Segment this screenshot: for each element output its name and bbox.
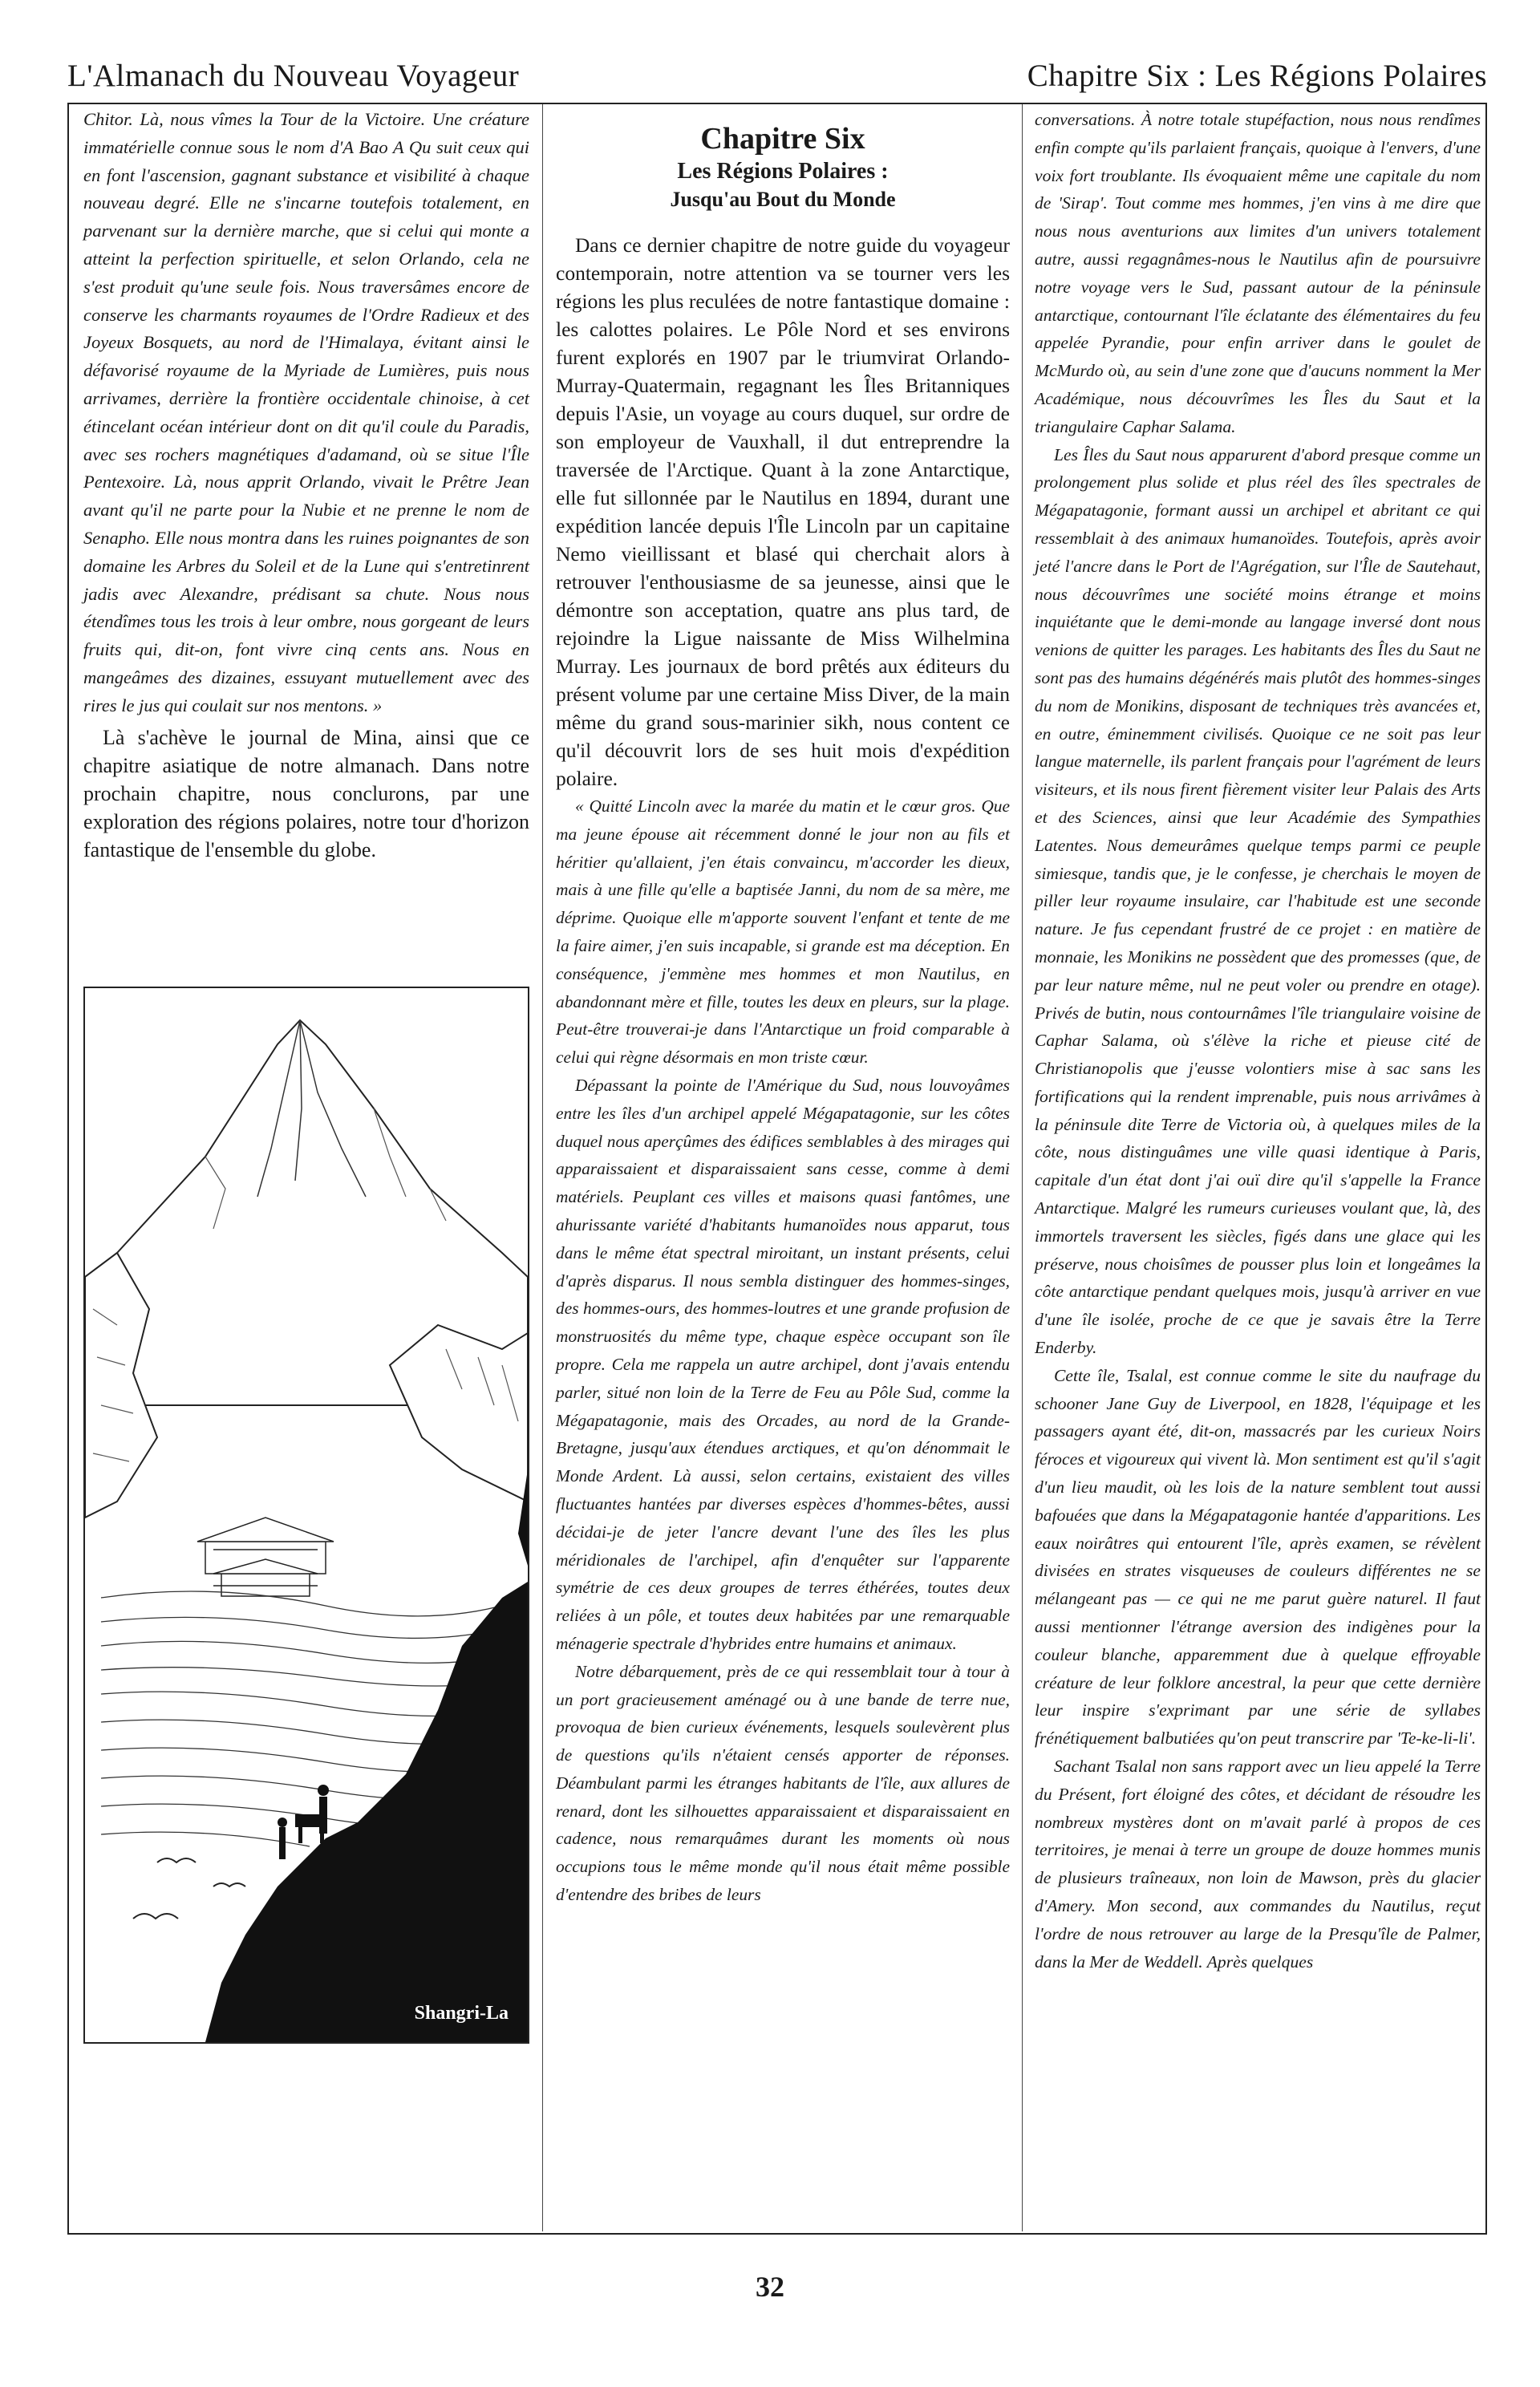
column-middle: [556, 120, 1010, 1909]
journal-paragraph: Dépassant la pointe de l'Amérique du Sud, nous louvoyâmes entre les îles d'un archipel appelé Mégapatagonie, sur les côtes duquel nous aperçûmes des édifices semblables à des mirages qui apparaissaient et disparaissaient sans cesse, comme à demi matériels. Peuplant ces villes et maisons quasi fantômes, une ahurissante variété d'habitants humanoïdes nous apparut, tous dans le même état spectral miroitant, un instant présents, celui d'après disparus. Il nous sembla distinguer des hommes-singes, des hommes-ours, des hommes-loutres et une grande profusion de monstruosités du même type, chaque espèce occupant son île propre. Cela me rappela un autre archipel, dont j'avais entendu parler, situé non loin de la Terre de Feu au Pôle Sud, comme la Mégapatagonie, mais des Orcades, au nord de la Grande-Bretagne, jusqu'aux étendues arctiques, et qu'on dénommait le Monde Ardent. Là aussi, selon certains, existaient des villes fluctuantes hantées par diverses espèces d'hommes-bêtes, aussi décidai-je de jeter l'ancre devant l'une des îles les plus méridionales de l'archipel, afin d'enquêter sur l'apparente symétrie de ces deux groupes de terres éthérées, toutes deux reliées à un pôle, et toutes deux habitées par une remarquable ménagerie spectrale d'hybrides entre humains et animaux.: [556, 1075, 1010, 1653]
journal-paragraph: Chitor. Là, nous vîmes la Tour de la Victoire. Une créature immatérielle connue sous le nom d'A Bao A Qu suit ceux qui en font l'ascension, gagnant substance et visibilité à chaque nouveau degré. Elle ne s'incarne toutefois totalement, en parvenant sur la dernière marche, que si celui qui monte a atteint la perfection spirituelle, et selon Orlando, cela ne s'est produit qu'une seule fois. Nous traversâmes encore de conserve les charmants royaumes de l'Ordre Radieux et des Joyeux Bosquets, au nord de l'Himalaya, évitant ainsi le défavorisé royaume de la Myriade de Lumières, puis nous arrivames, derrière la frontière occidentale chinoise, à cet étincelant océan intérieur dont on dit qu'il coule du Paradis, avec ses rochers magnétiques d'adamand, où se situe l'Île Pentexoire. Là, nous apprit Orlando, vivait le Prêtre Jean avant qu'il ne parte pour la Nubie et ne prenne le nom de Senapho. Elle nous montra dans les ruines poignantes de son domaine les Arbres du Soleil et de la Lune qui s'entretinrent jadis avec Alexandre, prédisant sa chute. Nous nous étendîmes tous les trois à leur ombre, nous gorgeant de leurs fruits qui, dit-on, font vivre cinq cents ans. Nous en mangeâmes des dizaines, essuyant mutuellement avec des rires le jus qui coulait sur nos mentons. »: [83, 109, 529, 715]
journal-paragraph: conversations. À notre totale stupéfaction, nous nous rendîmes enfin compte qu'ils parlaient français, quoique à l'envers, d'une voix fort troublante. Ils évoquaient même une capitale du nom de 'Sirap'. Tout comme mes hommes, j'en vins à me dire que nous nous aventurions aux limites d'un univers totalement autre, aussi regagnâmes-nous le Nautilus afin de poursuivre notre voyage vers le Sud, passant autour de la péninsule antarctique, contournant l'île éclatante des élémentaires du feu appelée Pyrandie, pour enfin arriver dans le goulet de McMurdo où, au sein d'une zone que d'aucuns nomment la Mer Académique, nous découvrîmes les Îles du Saut et la triangulaire Caphar Salama.: [1035, 110, 1481, 436]
cliff-silhouette: [205, 1582, 528, 2042]
journal-paragraph: Les Îles du Saut nous apparurent d'abord presque comme un prolongement plus solide et plus réel des îles spectrales de Mégapatagonie, formant aussi un archipel et abritant ce qui ressemblait à des animaux humanoïdes. Toutefois, après avoir jeté l'ancre dans le Port de l'Agrégation, sur l'Île de Sautehaut, nous découvrîmes une société moins étrange et moins inquiétante que le demi-monde au langage inversé dont nous venions de quitter les parages. Les habitants des Îles du Saut ne sont pas des humains dégénérés mais plutôt des hommes-singes du nom de Monikins, disposant de techniques très avancées et, en outre, éminemment civilisés. Quoique ce ne soit pas leur langue maternelle, ils parlent français pour l'agrément de leurs visiteurs, et ils nous firent fièrement visiter leur Palais des Arts et des Sciences, ainsi que leur Académie des Sympathies Latentes. Nous demeurâmes quelque temps parmi ce peuple simiesque, tandis que, je le confesse, je cherchais le moyen de piller leur royaume insulaire, car l'habitude est une seconde nature. Je fus cependant frustré de ce projet : en matière de monnaie, les Monikins ne possèdent que des promesses (que, de par leur nature même, nul ne peut voler ou prendre en otage). Privés de butin, nous contournâmes l'île triangulaire voisine de Caphar Salama, où s'élève la riche et pieuse cité de Christianopolis que j'eusse volontiers mise à sac sans les fortifications qui la rendent imprenable, puis nous arrivâmes à la péninsule dite Terre de Victoria où, à quelques miles de la côte, nous distinguâmes une ville quasi identique à Paris, capitale d'un état dont j'ai ouï dire qu'il s'appelle la France Antarctique. Malgré les rumeurs curieuses voulant que, là, des immortels traversent les siècles, figés dans une glace qui les préserve, nous choisîmes de pousser plus loin et longeâmes la côte antarctique pendant quelques mois, jusqu'à arriver en vue d'une île isolée, proche de ce que je savais être la Terre Enderby.: [1035, 444, 1481, 1358]
running-title: L'Almanach du Nouveau Voyageur: [67, 59, 520, 93]
column-divider: [1022, 104, 1023, 2231]
journal-paragraph: Notre débarquement, près de ce qui ressemblait tour à tour à un port gracieusement aménagé ou à une bande de terre nue, provoqua de bien curieux événements, lesquels soulevèrent plus de questions qu'ils n'étaient censés apporter de réponses. Déambulant parmi les étranges habitants de l'île, aux allures de renard, dont les silhouettes apparaissaient et disparaissaient en cadence, nous remarquâmes durant les moments où nous occupions tous le même monde qu'il nous était même possible d'entendre des bribes de leurs: [556, 1661, 1010, 1905]
chapter-subtitle-2: Jusqu'au Bout du Monde: [670, 188, 896, 211]
chapter-subtitle: Les Régions Polaires :: [677, 159, 889, 184]
illustration-caption: Shangri-La: [414, 2003, 509, 2024]
page-number: 32: [756, 2271, 784, 2303]
journal-paragraph: Sachant Tsalal non sans rapport avec un lieu appelé la Terre du Présent, fort éloigné des côtes, et décidant de résoudre les nombreux mystères dont on m'avait parlé à propos de ces territoires, je menai à terre un groupe de douze hommes munis de plusieurs traîneaux, non loin de Mawson, près du glacier d'Amery. Mon second, aux commandes du Nautilus, reçut l'ordre de nous retrouver au large de la Presqu'île de Palmer, dans la Mer de Weddell. Après quelques: [1035, 1757, 1481, 1972]
shangri-la-illustration: [83, 987, 529, 2044]
column-right: [1035, 106, 1481, 1976]
body-paragraph: Dans ce dernier chapitre de notre guide du voyageur contemporain, notre attention va se tourner vers les régions les plus reculées de notre fantastique domaine : les calottes polaires. Le Pôle Nord et ses environs furent explorés en 1907 par le triumvirat Orlando-Murray-Quatermain, regagnant les Îles Britanniques depuis l'Asie, un voyage au cours duquel, sur ordre de son employeur de Vauxhall, il dut entreprendre la traversée de l'Arctique. Quant à la zone Antarctique, elle fut sillonnée par le Nautilus en 1894, durant une expédition lancée depuis l'Île Lincoln par un capitaine Nemo vieillissant et blasé qui cherchait alors à retrouver l'enthousiasme de sa jeunesse, ainsi que le démontre son acceptation, quatre ans plus tard, de rejoindre la Ligue naissante de Miss Wilhelmina Murray. Les journaux de bord prêtés aux éditeurs du présent volume par une certaine Miss Diver, de la main même du grand sous-marinier sikh, nous content ce qu'il découvrit lors de ses huit mois d'expédition polaire.: [556, 233, 1010, 790]
chapter-running-title: Chapitre Six : Les Régions Polaires: [1027, 59, 1487, 93]
chapter-title: Chapitre Six: [700, 122, 865, 156]
monastery-drawing: [197, 1518, 334, 1596]
column-divider: [542, 104, 543, 2231]
journal-paragraph: « Quitté Lincoln avec la marée du matin et le cœur gros. Que ma jeune épouse ait récemment donné le jour non au fils et héritier qu'allaient, j'en étais convaincu, m'accorder les dieux, mais à une fille qu'elle a baptisée Janni, du nom de sa mère, me déprime. Quoique elle m'apporte souvent l'enfant et tente de me la faire aimer, j'en suis incapable, si grande est ma déception. En conséquence, j'emmène mes hommes et mon Nautilus, en abandonnant mère et fille, toutes les deux en pleurs, sur la plage. Peut-être trouverai-je dans l'Antarctique un froid comparable à celui qui règne désormais en mon triste cœur.: [556, 796, 1010, 1068]
page-header: [67, 53, 1487, 104]
journal-paragraph: Cette île, Tsalal, est connue comme le site du naufrage du schooner Jane Guy de Liverpool, en 1828, l'équipage et les passagers ayant été, dit-on, massacrés par les curieux Noirs féroces et vigoureux qui vivent là. Mon sentiment est qu'il s'agit d'un lieu maudit, où les lois de la nature semblent tout aussi bafouées que dans la Mégapatagonie hantée d'apparitions. Les eaux noirâtres qui entourent l'île, après examen, se révèlent divisées en strates visqueuses de couleurs différentes ne se mélangeant pas — ce qui ne me parut guère naturel. Il faut aussi mentionner l'étrange aversion des indigènes pour la couleur blanche, apparemment due à quelque effroyable créature de leur folklore ancestral, la peur que cette dernière leur inspire s'exprimant par une série de syllabes frénétiquement balbutiées qu'on peut transcrire par 'Te-ke-li-li'.: [1035, 1365, 1481, 1749]
body-paragraph: Là s'achève le journal de Mina, ainsi que ce chapitre asiatique de notre almanach. Dans notre prochain chapitre, nous conclurons, par une exploration des régions polaires, notre tour d'horizon fantastique de l'ensemble du globe.: [83, 725, 529, 861]
column-left: [83, 106, 529, 864]
chapter-heading: [556, 120, 1010, 213]
